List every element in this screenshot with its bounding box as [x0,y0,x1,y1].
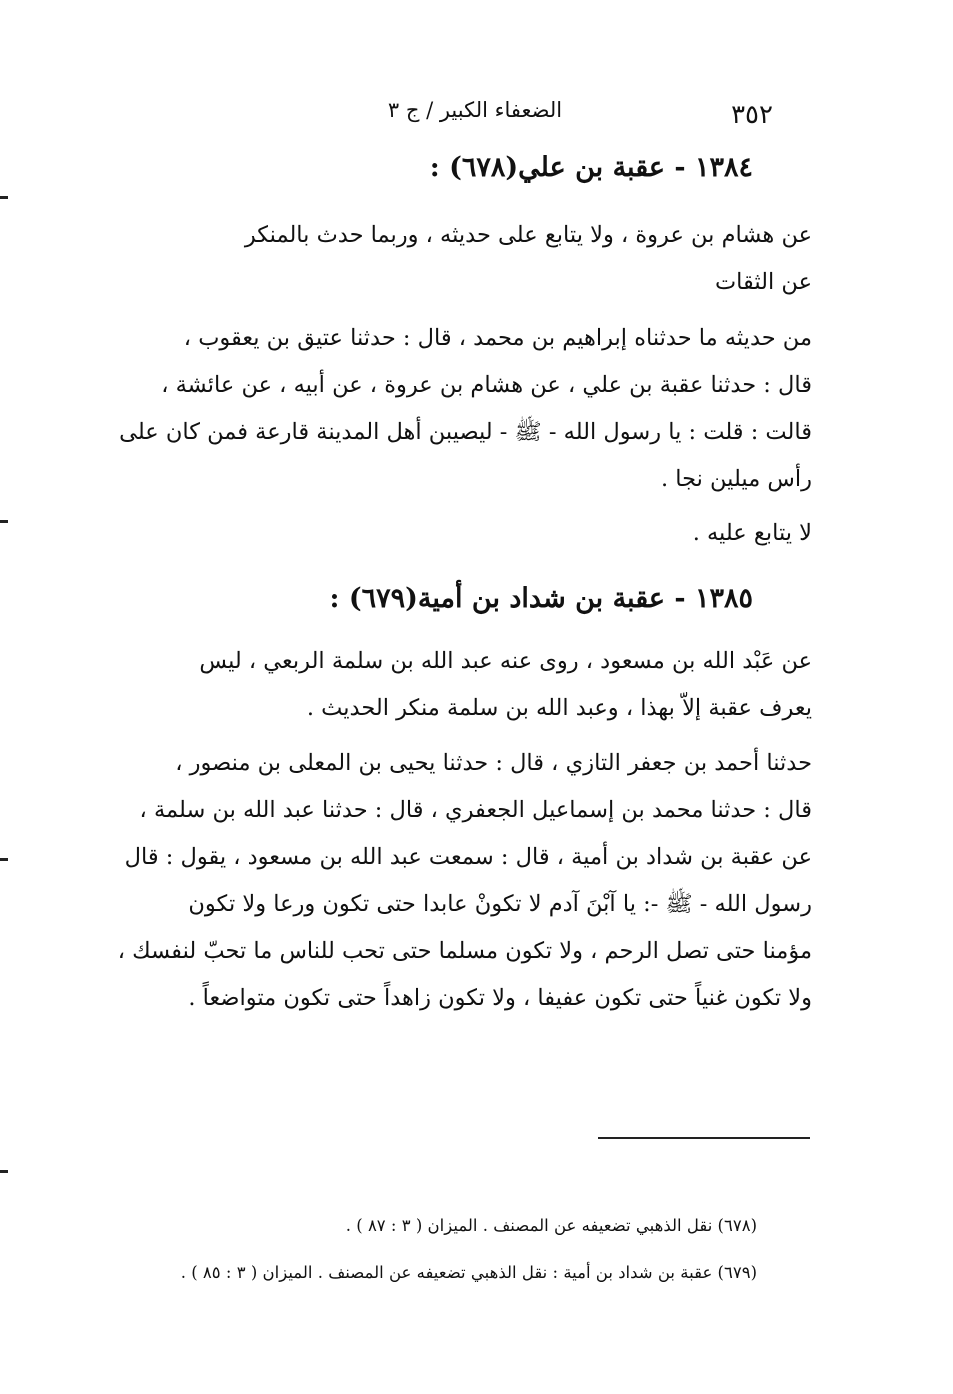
text-line: ولا تكون غنياً حتى تكون عفيفا ، ولا تكون زاهداً حتى تكون متواضعاً . [188,985,812,1011]
text-line: قال : حدثنا محمد بن إسماعيل الجعفري ، قال : حدثنا عبد الله بن سلمة ، [139,797,812,823]
text-line: حدثنا أحمد بن جعفر التازي ، قال : حدثنا يحيى بن المعلى بن منصور ، [175,750,812,776]
margin-mark [0,196,8,199]
entry-heading: ١٣٨٥ - عقبة بن شداد بن أمية(٦٧٩) : [329,583,753,614]
text-line: رسول الله - ﷺ -: يا آبْنَ آدم لا تكونْ عابدا حتى تكون ورعا ولا تكون [188,891,812,917]
margin-mark [0,858,8,861]
entry-heading: ١٣٨٤ - عقبة بن علي(٦٧٨) : [429,152,753,183]
running-title: الضعفاء الكبير / ج ٣ [387,98,563,122]
text-line: قال : حدثنا عقبة بن علي ، عن هشام بن عروة ، عن أبيه ، عن عائشة ، [161,372,812,398]
text-line: عن عَبْد الله بن مسعود ، روى عنه عبد الله بن سلمة الربعي ، ليس [199,648,812,674]
text-line: مؤمنا حتى تصل الرحم ، ولا تكون مسلما حتى تحب للناس ما تحبّ لنفسك ، [117,938,812,964]
paragraph [100,740,812,1022]
text-line: قالت : قلت : يا رسول الله - ﷺ - ليصيبن أهل المدينة قارعة فمن كان على [119,419,812,445]
text-line: رأس ميلين نجا . [660,466,812,492]
text-line: عن عقبة بن شداد بن أمية ، قال : سمعت عبد الله بن مسعود ، يقول : قال [124,844,812,870]
margin-mark [0,520,8,523]
footnote-separator [598,1137,810,1139]
page-number: ٣٥٢ [731,100,773,130]
text-line: من حديثه ما حدثناه إبراهيم بن محمد ، قال : حدثنا عتيق بن يعقوب ، [183,325,812,351]
footnote: (٦٧٨) نقل الذهبي تضعيفه عن المصنف . الميزان ( ٣ : ٨٧ ) . [345,1216,757,1235]
paragraph [100,510,812,557]
paragraph [100,638,812,732]
text-line: لا يتابع عليه . [692,520,812,546]
text-line: عن الثقات [714,269,812,295]
text-line: عن هشام بن عروة ، ولا يتابع على حديثه ، وربما حدث بالمنكر [244,222,812,248]
text-line: يعرف عقبة إلاّ بهذا ، وعبد الله بن سلمة منكر الحديث . [306,695,812,721]
paragraph [100,212,812,306]
margin-mark [0,1170,8,1173]
paragraph [100,315,812,503]
footnote: (٦٧٩) عقبة بن شداد بن أمية : نقل الذهبي تضعيفه عن المصنف . الميزان ( ٣ : ٨٥ ) . [180,1263,757,1282]
